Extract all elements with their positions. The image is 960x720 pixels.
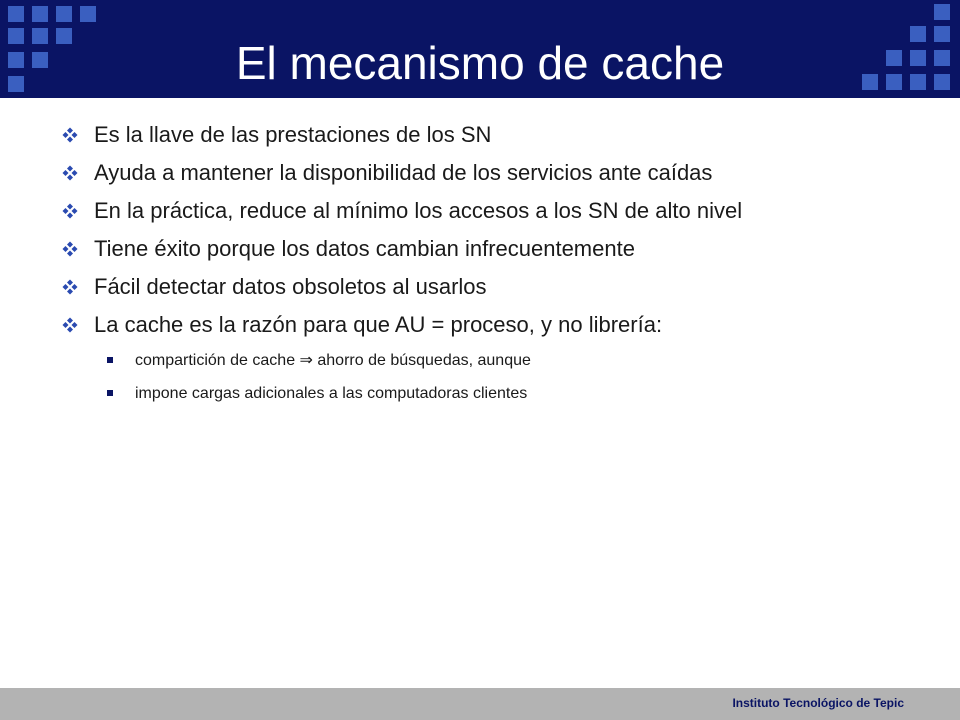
sub-bullet-item (62, 377, 942, 410)
slide-title: El mecanismo de cache (235, 37, 725, 89)
bullet-item (62, 192, 942, 230)
bullet-text: En la práctica, reduce al mínimo los accesos a los SN de alto nivel (94, 198, 743, 223)
sub-bullet-item (62, 344, 942, 377)
footer-institution: Instituto Tecnológico de Tepic (732, 696, 904, 710)
sub-bullet-text: impone cargas adicionales a las computadoras clientes (135, 385, 528, 402)
bullet-item (62, 268, 942, 306)
bullet-item (62, 306, 942, 344)
bullet-text: Es la llave de las prestaciones de los SN (94, 122, 492, 147)
decorative-square (8, 6, 24, 22)
bullet-item (62, 154, 942, 192)
four-diamond-bullet-icon (62, 241, 78, 257)
four-diamond-bullet-icon (62, 279, 78, 295)
sub-bullet-text: compartición de cache ⇒ ahorro de búsquedas, aunque (135, 352, 531, 369)
bullet-text: Ayuda a mantener la disponibilidad de los servicios ante caídas (94, 160, 713, 185)
footer-bar (0, 688, 960, 720)
title-bar (0, 0, 960, 98)
four-diamond-bullet-icon (62, 203, 78, 219)
bullet-text: Fácil detectar datos obsoletos al usarlos (94, 274, 487, 299)
decorative-square (32, 6, 48, 22)
square-bullet-icon (107, 390, 113, 396)
decorative-square (934, 4, 950, 20)
bullet-text: La cache es la razón para que AU = proceso, y no librería: (94, 312, 663, 337)
slide-body (62, 116, 942, 410)
square-bullet-icon (107, 357, 113, 363)
decorative-square (56, 6, 72, 22)
four-diamond-bullet-icon (62, 317, 78, 333)
four-diamond-bullet-icon (62, 127, 78, 143)
bullet-item (62, 230, 942, 268)
bullet-item (62, 116, 942, 154)
bullet-text: Tiene éxito porque los datos cambian infrecuentemente (94, 236, 635, 261)
decorative-square (80, 6, 96, 22)
four-diamond-bullet-icon (62, 165, 78, 181)
